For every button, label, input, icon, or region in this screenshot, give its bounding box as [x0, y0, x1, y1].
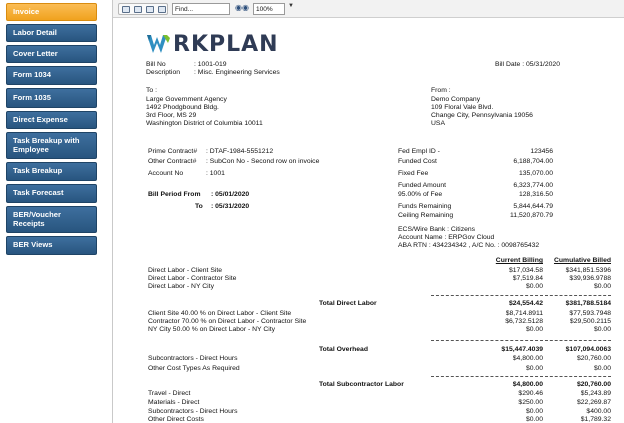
- table-row-cumulative: $0.00: [593, 326, 611, 333]
- total-row-label: Total Direct Labor: [319, 300, 377, 307]
- to-line: Large Government Agency: [146, 96, 227, 103]
- fed-empl-id-label: Fed Empl ID -: [398, 148, 440, 155]
- nav-invoice-label: Invoice: [13, 6, 40, 16]
- from-line: Change City, Pennsylvania 19056: [431, 112, 533, 119]
- nav-direct-expense-label: Direct Expense: [13, 114, 68, 124]
- table-row-label: Materials - Direct: [148, 399, 200, 406]
- total-row-label: Total Subcontractor Labor: [319, 381, 404, 388]
- nav-form-1035-button[interactable]: [6, 88, 97, 108]
- layout-icon[interactable]: [158, 6, 166, 13]
- subtotal-divider: [545, 340, 611, 341]
- table-row-label: Subcontractors - Direct Hours: [148, 408, 238, 415]
- table-row-label: Subcontractors - Direct Hours: [148, 355, 238, 362]
- table-row-cumulative: $20,760.00: [576, 355, 611, 362]
- nav-labor-detail-label: Labor Detail: [13, 27, 57, 37]
- report-viewer: [112, 0, 624, 423]
- pct-of-fee-label: 95.00% of Fee: [398, 191, 443, 198]
- table-row-cumulative: $0.00: [593, 365, 611, 372]
- table-row-label: Other Cost Types As Required: [148, 365, 240, 372]
- print-icon[interactable]: [122, 6, 130, 13]
- table-row-label: Direct Labor - NY City: [148, 283, 214, 290]
- nav-ber-voucher-receipts-label: BER/Voucher Receipts: [13, 209, 61, 228]
- table-row-current: $6,732.5128: [505, 318, 543, 325]
- fixed-fee-value: 135,070.00: [518, 170, 553, 177]
- subtotal-divider: [431, 295, 543, 296]
- table-row-current: $290.46: [518, 390, 543, 397]
- other-contract-value: : SubCon No - Second row on invoice: [206, 158, 320, 165]
- chevron-down-icon[interactable]: ▼: [288, 3, 294, 9]
- prime-contract-label: Prime Contract#: [148, 148, 198, 155]
- table-row-cumulative: $0.00: [593, 283, 611, 290]
- table-row-cumulative: $341,851.5396: [565, 267, 611, 274]
- bill-period-from-label: Bill Period From: [148, 191, 201, 198]
- report-nav-sidebar: [0, 0, 99, 423]
- nav-direct-expense-button[interactable]: [6, 111, 97, 129]
- ceiling-remaining-label: Ceiling Remaining: [398, 212, 454, 219]
- binoculars-icon[interactable]: ◉◉: [235, 3, 249, 12]
- account-no-label: Account No: [148, 170, 184, 177]
- logo-w-icon: [146, 32, 172, 56]
- table-row-label: Direct Labor - Client Site: [148, 267, 223, 274]
- subtotal-divider: [431, 340, 543, 341]
- table-row-cumulative: $29,500.2115: [569, 318, 611, 325]
- toolbar-button-group: [118, 3, 168, 15]
- nav-task-breakup-employee-button[interactable]: [6, 132, 97, 159]
- nav-form-1034-button[interactable]: [6, 66, 97, 85]
- table-row-cumulative: $1,789.32: [580, 416, 611, 423]
- table-row-current: $17,034.58: [508, 267, 543, 274]
- table-row-current: $0.00: [525, 283, 543, 290]
- nav-ber-voucher-receipts-button[interactable]: [6, 206, 97, 233]
- bill-no-value: : 1001-019: [194, 61, 227, 68]
- logo-brand-text: RKPLAN: [173, 31, 279, 57]
- nav-cover-letter-label: Cover Letter: [13, 48, 58, 58]
- from-line: 109 Floral Vale Blvd.: [431, 104, 494, 111]
- prime-contract-value: : DTAF-1984-5551212: [206, 148, 274, 155]
- table-row-label: Direct Labor - Contractor Site: [148, 275, 237, 282]
- company-logo: [146, 30, 279, 58]
- total-row-current: $4,800.00: [512, 381, 543, 388]
- nav-form-1035-label: Form 1035: [13, 92, 51, 102]
- table-row-current: $250.00: [518, 399, 543, 406]
- table-row-cumulative: $22,269.87: [576, 399, 611, 406]
- to-label: To :: [146, 87, 157, 94]
- bill-period-to-value: : 05/31/2020: [211, 203, 250, 210]
- nav-form-1034-label: Form 1034: [13, 70, 51, 80]
- table-row-current: $0.00: [525, 326, 543, 333]
- nav-task-breakup-employee-label: Task Breakup with Employee: [13, 135, 80, 154]
- table-row-current: $0.00: [525, 416, 543, 423]
- funds-remaining-label: Funds Remaining: [398, 203, 452, 210]
- account-no-value: : 1001: [206, 170, 225, 177]
- table-row-cumulative: $400.00: [586, 408, 611, 415]
- description-value: : Misc. Engineering Services: [194, 69, 280, 76]
- nav-invoice-button[interactable]: [6, 3, 97, 21]
- nav-ber-views-label: BER Views: [13, 240, 53, 250]
- to-line: Washington District of Columbia 10011: [146, 120, 263, 127]
- bill-no-label: Bill No: [146, 61, 166, 68]
- total-row-current: $24,554.42: [508, 300, 543, 307]
- table-row-label: NY City 50.00 % on Direct Labor - NY City: [148, 326, 276, 333]
- bill-date: Bill Date : 05/31/2020: [495, 61, 560, 68]
- table-row-label: Travel - Direct: [148, 390, 191, 397]
- to-line: 1492 Phodgbound Bldg.: [146, 104, 219, 111]
- bank-line: ECS/Wire Bank : Citizens: [398, 226, 476, 233]
- total-row-current: $15,447.4039: [501, 346, 543, 353]
- bill-period-to-label: To: [195, 203, 203, 210]
- bill-period-from-value: : 05/01/2020: [211, 191, 250, 198]
- from-label: From :: [431, 87, 451, 94]
- subtotal-divider: [431, 376, 543, 377]
- table-row-current: $8,714.8911: [505, 310, 543, 317]
- funds-remaining-value: 5,844,644.79: [513, 203, 553, 210]
- bank-line: ABA RTN : 434234342 , A/C No. : 0098765432: [398, 242, 540, 249]
- nav-ber-views-button[interactable]: [6, 236, 97, 255]
- table-row-current: $7,519.84: [512, 275, 543, 282]
- find-input[interactable]: Find...: [172, 3, 230, 15]
- total-row-cumulative: $20,760.00: [576, 381, 611, 388]
- invoice-page: [113, 18, 624, 423]
- current-billing-header: Current Billing: [495, 257, 543, 264]
- table-row-current: $0.00: [525, 408, 543, 415]
- export-icon[interactable]: [146, 6, 154, 13]
- funded-cost-label: Funded Cost: [398, 158, 437, 165]
- bank-line: Account Name : ERPGov Cloud: [398, 234, 495, 241]
- funded-amount-value: 6,323,774.00: [513, 182, 553, 189]
- to-line: 3rd Floor, MS 29: [146, 112, 197, 119]
- total-row-cumulative: $381,788.5184: [565, 300, 611, 307]
- nav-task-forecast-label: Task Forecast: [13, 188, 64, 198]
- fixed-fee-label: Fixed Fee: [398, 170, 429, 177]
- fed-empl-id-value: 123456: [530, 148, 553, 155]
- total-row-label: Total Overhead: [319, 346, 368, 353]
- total-row-cumulative: $107,094.0063: [565, 346, 611, 353]
- nav-labor-detail-button[interactable]: [6, 24, 97, 42]
- funded-cost-value: 6,188,704.00: [513, 158, 553, 165]
- from-line: Demo Company: [431, 96, 481, 103]
- pct-of-fee-value: 128,316.50: [518, 191, 553, 198]
- other-contract-label: Other Contract#: [148, 158, 197, 165]
- table-row-label: Contractor 70.00 % on Direct Labor - Contractor Site: [148, 318, 307, 325]
- nav-task-breakup-label: Task Breakup: [13, 166, 63, 176]
- table-row-cumulative: $5,243.89: [580, 390, 611, 397]
- funded-amount-label: Funded Amount: [398, 182, 446, 189]
- zoom-select[interactable]: 100%: [253, 3, 285, 15]
- nav-task-forecast-button[interactable]: [6, 184, 97, 203]
- table-row-current: $0.00: [525, 365, 543, 372]
- subtotal-divider: [545, 295, 611, 296]
- table-row-current: $4,800.00: [512, 355, 543, 362]
- table-row-label: Client Site 40.00 % on Direct Labor - Client Site: [148, 310, 292, 317]
- refresh-icon[interactable]: [134, 6, 142, 13]
- ceiling-remaining-value: 11,520,870.79: [510, 212, 553, 219]
- subtotal-divider: [545, 376, 611, 377]
- description-label: Description: [146, 69, 180, 76]
- nav-cover-letter-button[interactable]: [6, 45, 97, 63]
- cumulative-billed-header: Cumulative Billed: [553, 257, 611, 264]
- from-line: USA: [431, 120, 445, 127]
- nav-task-breakup-button[interactable]: [6, 162, 97, 181]
- table-row-cumulative: $77,593.7948: [569, 310, 611, 317]
- table-row-label: Other Direct Costs: [148, 416, 204, 423]
- report-toolbar: [113, 0, 624, 18]
- table-row-cumulative: $39,936.9788: [569, 275, 611, 282]
